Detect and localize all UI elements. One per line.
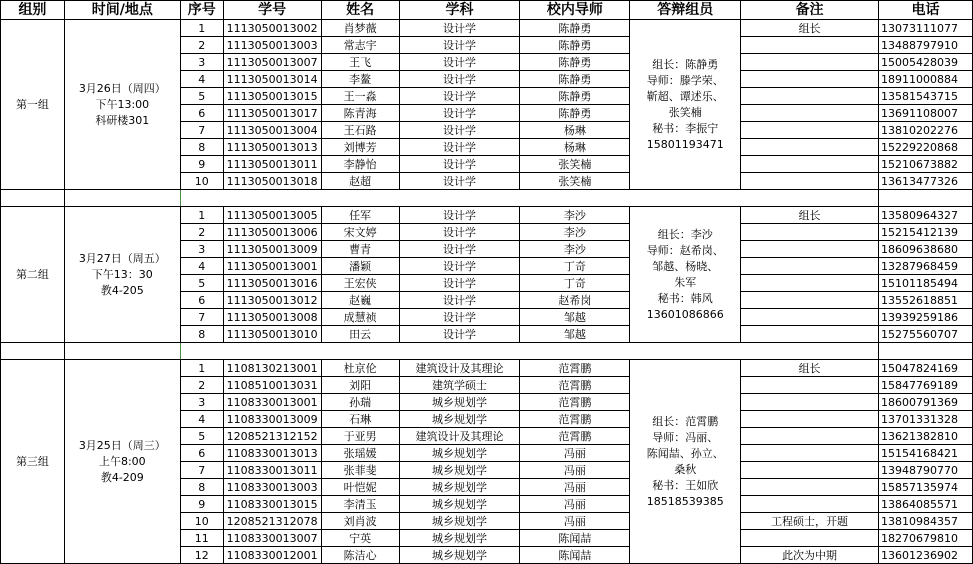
student-id-cell[interactable]: 1113050013008 <box>223 309 321 326</box>
advisor-cell[interactable]: 冯丽 <box>520 445 630 462</box>
subject-cell[interactable]: 设计学 <box>399 88 520 105</box>
seq-cell[interactable]: 7 <box>180 309 223 326</box>
phone-cell[interactable]: 13948790770 <box>878 462 972 479</box>
note-cell[interactable] <box>741 445 879 462</box>
note-cell[interactable]: 组长 <box>741 20 879 37</box>
advisor-cell[interactable]: 杨琳 <box>520 122 630 139</box>
subject-cell[interactable]: 设计学 <box>399 173 520 190</box>
student-id-cell[interactable]: 1108330013007 <box>223 530 321 547</box>
advisor-cell[interactable]: 丁奇 <box>520 275 630 292</box>
advisor-cell[interactable]: 冯丽 <box>520 496 630 513</box>
student-name-cell[interactable]: 叶恺妮 <box>321 479 399 496</box>
student-name-cell[interactable]: 陈洁心 <box>321 547 399 564</box>
subject-cell[interactable]: 设计学 <box>399 71 520 88</box>
header-student-id[interactable]: 学号 <box>223 1 321 20</box>
seq-cell[interactable]: 5 <box>180 428 223 445</box>
group-name-cell[interactable]: 第三组 <box>1 360 65 564</box>
subject-cell[interactable]: 设计学 <box>399 54 520 71</box>
phone-cell[interactable]: 13073111077 <box>878 20 972 37</box>
phone-cell[interactable]: 18911000884 <box>878 71 972 88</box>
phone-cell[interactable]: 15275560707 <box>878 326 972 343</box>
note-cell[interactable]: 组长 <box>741 207 879 224</box>
spacer-cell[interactable] <box>1 190 65 207</box>
note-cell[interactable]: 工程硕士，开题 <box>741 513 879 530</box>
committee-line: 朱军 <box>674 275 697 289</box>
time-location-line: 科研楼301 <box>95 113 150 127</box>
student-id-cell[interactable]: 1113050013018 <box>223 173 321 190</box>
note-cell[interactable] <box>741 54 879 71</box>
advisor-cell[interactable]: 杨琳 <box>520 139 630 156</box>
seq-cell[interactable]: 11 <box>180 530 223 547</box>
seq-cell[interactable]: 5 <box>180 88 223 105</box>
committee-cell[interactable] <box>630 207 741 343</box>
seq-cell[interactable]: 7 <box>180 122 223 139</box>
seq-cell[interactable]: 3 <box>180 241 223 258</box>
phone-cell[interactable]: 15215412139 <box>878 224 972 241</box>
phone-cell[interactable]: 15154168421 <box>878 445 972 462</box>
time-location-line: 上午8:00 <box>98 454 146 468</box>
note-cell[interactable] <box>741 530 879 547</box>
note-cell[interactable] <box>741 275 879 292</box>
phone-cell[interactable]: 18609638680 <box>878 241 972 258</box>
advisor-cell[interactable]: 陈静勇 <box>520 105 630 122</box>
spacer-cell[interactable] <box>741 343 879 360</box>
committee-line: 导师：冯丽、 <box>652 430 719 444</box>
student-name-cell[interactable]: 杜京伦 <box>321 360 399 377</box>
header-row <box>1 1 973 20</box>
note-cell[interactable] <box>741 496 879 513</box>
time-location-cell[interactable] <box>64 20 180 190</box>
committee-line: 陈闻喆、孙立、 <box>646 446 724 460</box>
note-cell[interactable] <box>741 292 879 309</box>
note-cell[interactable] <box>741 156 879 173</box>
seq-cell[interactable]: 8 <box>180 326 223 343</box>
student-id-cell[interactable]: 1113050013014 <box>223 71 321 88</box>
spacer-cell[interactable] <box>741 190 879 207</box>
seq-cell[interactable]: 8 <box>180 479 223 496</box>
phone-cell[interactable]: 13939259186 <box>878 309 972 326</box>
seq-cell[interactable]: 3 <box>180 54 223 71</box>
note-cell[interactable]: 此次为中期 <box>741 547 879 564</box>
note-cell[interactable] <box>741 173 879 190</box>
note-cell[interactable] <box>741 258 879 275</box>
subject-cell[interactable]: 设计学 <box>399 258 520 275</box>
student-name-cell[interactable]: 李清玉 <box>321 496 399 513</box>
group-name-cell[interactable]: 第二组 <box>1 207 65 343</box>
advisor-cell[interactable]: 张笑楠 <box>520 156 630 173</box>
committee-line: 15801193471 <box>646 137 724 151</box>
advisor-cell[interactable]: 范霄鹏 <box>520 428 630 445</box>
phone-cell[interactable]: 13701331328 <box>878 411 972 428</box>
note-cell[interactable] <box>741 309 879 326</box>
subject-cell[interactable]: 设计学 <box>399 326 520 343</box>
student-name-cell[interactable]: 王石路 <box>321 122 399 139</box>
student-name-cell[interactable]: 田云 <box>321 326 399 343</box>
student-id-cell[interactable]: 1108330013009 <box>223 411 321 428</box>
subject-cell[interactable]: 设计学 <box>399 241 520 258</box>
note-cell[interactable] <box>741 428 879 445</box>
student-name-cell[interactable]: 宋文婷 <box>321 224 399 241</box>
student-id-cell[interactable]: 1113050013010 <box>223 326 321 343</box>
spacer-cell[interactable] <box>321 190 399 207</box>
advisor-cell[interactable]: 冯丽 <box>520 513 630 530</box>
subject-cell[interactable]: 建筑设计及其理论 <box>399 360 520 377</box>
subject-cell[interactable]: 建筑设计及其理论 <box>399 428 520 445</box>
time-location-line: 教4-209 <box>100 470 144 484</box>
subject-cell[interactable]: 城乡规划学 <box>399 479 520 496</box>
advisor-cell[interactable]: 邹越 <box>520 309 630 326</box>
advisor-cell[interactable]: 丁奇 <box>520 258 630 275</box>
advisor-cell[interactable]: 李沙 <box>520 207 630 224</box>
student-name-cell[interactable]: 赵巍 <box>321 292 399 309</box>
table-row <box>1 20 973 37</box>
group-name-cell[interactable]: 第一组 <box>1 20 65 190</box>
phone-cell[interactable]: 13552618851 <box>878 292 972 309</box>
student-id-cell[interactable]: 1113050013003 <box>223 37 321 54</box>
student-id-cell[interactable]: 1113050013009 <box>223 241 321 258</box>
seq-cell[interactable]: 1 <box>180 20 223 37</box>
seq-cell[interactable]: 8 <box>180 139 223 156</box>
seq-cell[interactable]: 2 <box>180 224 223 241</box>
note-cell[interactable] <box>741 224 879 241</box>
phone-cell[interactable]: 13601236902 <box>878 547 972 564</box>
subject-cell[interactable]: 城乡规划学 <box>399 496 520 513</box>
time-location-line: 教4-205 <box>100 283 144 297</box>
seq-cell[interactable]: 6 <box>180 292 223 309</box>
group-spacer-row <box>1 343 973 360</box>
committee-line: 秘书：王如欣 <box>652 478 719 492</box>
spacer-cell[interactable] <box>630 343 741 360</box>
student-id-cell[interactable]: 1113050013002 <box>223 20 321 37</box>
advisor-cell[interactable]: 陈闻喆 <box>520 547 630 564</box>
seq-cell[interactable]: 1 <box>180 207 223 224</box>
spacer-cell[interactable] <box>223 190 321 207</box>
advisor-cell[interactable]: 李沙 <box>520 241 630 258</box>
subject-cell[interactable]: 设计学 <box>399 156 520 173</box>
student-name-cell[interactable]: 石琳 <box>321 411 399 428</box>
note-cell[interactable] <box>741 326 879 343</box>
student-name-cell[interactable]: 王飞 <box>321 54 399 71</box>
spacer-cell[interactable] <box>64 343 180 360</box>
advisor-cell[interactable]: 陈静勇 <box>520 54 630 71</box>
subject-cell[interactable]: 设计学 <box>399 105 520 122</box>
spacer-cell[interactable] <box>321 343 399 360</box>
subject-cell[interactable]: 城乡规划学 <box>399 513 520 530</box>
header-name[interactable]: 姓名 <box>321 1 399 20</box>
student-id-cell[interactable]: 1113050013001 <box>223 258 321 275</box>
header-group[interactable]: 组别 <box>1 1 65 20</box>
time-location-cell[interactable] <box>64 360 180 564</box>
advisor-cell[interactable]: 陈闻喆 <box>520 530 630 547</box>
subject-cell[interactable]: 设计学 <box>399 224 520 241</box>
committee-line: 靳超、谭述乐、 <box>646 89 724 103</box>
subject-cell[interactable]: 城乡规划学 <box>399 411 520 428</box>
committee-line: 张笑楠 <box>668 105 702 119</box>
advisor-cell[interactable]: 邹越 <box>520 326 630 343</box>
table-body <box>1 1 973 564</box>
advisor-cell[interactable]: 陈静勇 <box>520 20 630 37</box>
committee-line: 导师：赵希岗、 <box>646 243 724 257</box>
student-id-cell[interactable]: 1113050013017 <box>223 105 321 122</box>
student-id-cell[interactable]: 1108330013015 <box>223 496 321 513</box>
advisor-cell[interactable]: 李沙 <box>520 224 630 241</box>
student-name-cell[interactable]: 肖梦薇 <box>321 20 399 37</box>
student-id-cell[interactable]: 1108330013013 <box>223 445 321 462</box>
committee-line: 18518539385 <box>646 494 724 508</box>
subject-cell[interactable]: 设计学 <box>399 292 520 309</box>
subject-cell[interactable]: 城乡规划学 <box>399 547 520 564</box>
student-name-cell[interactable]: 宁英 <box>321 530 399 547</box>
phone-cell[interactable]: 13621382810 <box>878 428 972 445</box>
subject-cell[interactable]: 设计学 <box>399 207 520 224</box>
subject-cell[interactable]: 设计学 <box>399 122 520 139</box>
spacer-cell[interactable] <box>180 190 223 207</box>
subject-cell[interactable]: 设计学 <box>399 275 520 292</box>
student-id-cell[interactable]: 1113050013004 <box>223 122 321 139</box>
student-id-cell[interactable]: 1108330013011 <box>223 462 321 479</box>
student-name-cell[interactable]: 陈青海 <box>321 105 399 122</box>
phone-cell[interactable]: 13810984357 <box>878 513 972 530</box>
student-name-cell[interactable]: 成慧祯 <box>321 309 399 326</box>
advisor-cell[interactable]: 陈静勇 <box>520 71 630 88</box>
committee-line: 秘书：韩风 <box>657 291 713 305</box>
table-row <box>1 207 973 224</box>
header-seq[interactable]: 序号 <box>180 1 223 20</box>
subject-cell[interactable]: 设计学 <box>399 309 520 326</box>
phone-cell[interactable]: 15210673882 <box>878 156 972 173</box>
spacer-cell[interactable] <box>520 190 630 207</box>
subject-cell[interactable]: 城乡规划学 <box>399 445 520 462</box>
advisor-cell[interactable]: 范霄鹏 <box>520 394 630 411</box>
spacer-cell[interactable] <box>878 190 972 207</box>
advisor-cell[interactable]: 范霄鹏 <box>520 360 630 377</box>
subject-cell[interactable]: 设计学 <box>399 37 520 54</box>
spacer-cell[interactable] <box>630 190 741 207</box>
note-cell[interactable] <box>741 411 879 428</box>
seq-cell[interactable]: 10 <box>180 513 223 530</box>
committee-cell[interactable] <box>630 20 741 190</box>
committee-cell[interactable] <box>630 360 741 564</box>
seq-cell[interactable]: 1 <box>180 360 223 377</box>
header-advisor[interactable]: 校内导师 <box>520 1 630 20</box>
student-name-cell[interactable]: 于亚男 <box>321 428 399 445</box>
student-name-cell[interactable]: 张菲斐 <box>321 462 399 479</box>
spacer-cell[interactable] <box>399 343 520 360</box>
phone-cell[interactable]: 13580964327 <box>878 207 972 224</box>
student-name-cell[interactable]: 曹青 <box>321 241 399 258</box>
student-name-cell[interactable]: 王一淼 <box>321 88 399 105</box>
phone-cell[interactable]: 13581543715 <box>878 88 972 105</box>
note-cell[interactable] <box>741 241 879 258</box>
spacer-cell[interactable] <box>520 343 630 360</box>
committee-line: 组长：范霄鹏 <box>652 414 719 428</box>
seq-cell[interactable]: 4 <box>180 411 223 428</box>
student-id-cell[interactable]: 1208521312078 <box>223 513 321 530</box>
spacer-cell[interactable] <box>64 190 180 207</box>
subject-cell[interactable]: 城乡规划学 <box>399 394 520 411</box>
time-location-line: 3月25日（周三） <box>78 438 166 452</box>
phone-cell[interactable]: 13488797910 <box>878 37 972 54</box>
committee-line: 导师：滕学荣、 <box>646 73 724 87</box>
committee-line: 组长：陈静勇 <box>652 57 719 71</box>
time-location-line: 下午13：30 <box>91 267 153 281</box>
seq-cell[interactable]: 10 <box>180 173 223 190</box>
student-name-cell[interactable]: 任军 <box>321 207 399 224</box>
seq-cell[interactable]: 7 <box>180 462 223 479</box>
advisor-cell[interactable]: 范霄鹏 <box>520 377 630 394</box>
student-id-cell[interactable]: 1208521312152 <box>223 428 321 445</box>
phone-cell[interactable]: 15229220868 <box>878 139 972 156</box>
subject-cell[interactable]: 设计学 <box>399 20 520 37</box>
student-id-cell[interactable]: 1108130213001 <box>223 360 321 377</box>
seq-cell[interactable]: 12 <box>180 547 223 564</box>
student-name-cell[interactable]: 常志宇 <box>321 37 399 54</box>
committee-line: 组长：李沙 <box>657 227 713 241</box>
seq-cell[interactable]: 9 <box>180 496 223 513</box>
student-id-cell[interactable]: 1113050013012 <box>223 292 321 309</box>
note-cell[interactable] <box>741 394 879 411</box>
committee-line: 桑秋 <box>674 462 697 476</box>
student-name-cell[interactable]: 李鳌 <box>321 71 399 88</box>
seq-cell[interactable]: 4 <box>180 71 223 88</box>
seq-cell[interactable]: 6 <box>180 445 223 462</box>
seq-cell[interactable]: 2 <box>180 37 223 54</box>
spacer-cell[interactable] <box>1 343 65 360</box>
time-location-line: 3月27日（周五） <box>78 251 166 265</box>
student-id-cell[interactable]: 1113050013011 <box>223 156 321 173</box>
student-id-cell[interactable]: 1113050013015 <box>223 88 321 105</box>
advisor-cell[interactable]: 范霄鹏 <box>520 411 630 428</box>
table-row <box>1 360 973 377</box>
student-id-cell[interactable]: 1108330013003 <box>223 479 321 496</box>
phone-cell[interactable]: 15847769189 <box>878 377 972 394</box>
advisor-cell[interactable]: 冯丽 <box>520 462 630 479</box>
student-name-cell[interactable]: 李静怡 <box>321 156 399 173</box>
student-id-cell[interactable]: 1113050013007 <box>223 54 321 71</box>
group-spacer-row <box>1 190 973 207</box>
note-cell[interactable] <box>741 479 879 496</box>
note-cell[interactable] <box>741 462 879 479</box>
header-subject[interactable]: 学科 <box>399 1 520 20</box>
advisor-cell[interactable]: 冯丽 <box>520 479 630 496</box>
seq-cell[interactable]: 9 <box>180 156 223 173</box>
subject-cell[interactable]: 设计学 <box>399 139 520 156</box>
note-cell[interactable] <box>741 139 879 156</box>
student-name-cell[interactable]: 刘肖波 <box>321 513 399 530</box>
student-name-cell[interactable]: 赵超 <box>321 173 399 190</box>
phone-cell[interactable]: 13864085571 <box>878 496 972 513</box>
phone-cell[interactable]: 15101185494 <box>878 275 972 292</box>
student-name-cell[interactable]: 刘阳 <box>321 377 399 394</box>
seq-cell[interactable]: 3 <box>180 394 223 411</box>
spacer-cell[interactable] <box>878 343 972 360</box>
time-location-line: 下午13:00 <box>95 97 150 111</box>
note-cell[interactable] <box>741 71 879 88</box>
seq-cell[interactable]: 2 <box>180 377 223 394</box>
phone-cell[interactable]: 18600791369 <box>878 394 972 411</box>
phone-cell[interactable]: 15047824169 <box>878 360 972 377</box>
phone-cell[interactable]: 13613477326 <box>878 173 972 190</box>
header-phone[interactable]: 电话 <box>878 1 972 20</box>
note-cell[interactable] <box>741 37 879 54</box>
time-location-line: 3月26日（周四） <box>78 81 166 95</box>
student-name-cell[interactable]: 王宏侠 <box>321 275 399 292</box>
committee-line: 秘书：李振宁 <box>652 121 719 135</box>
subject-cell[interactable]: 城乡规划学 <box>399 530 520 547</box>
spacer-cell[interactable] <box>399 190 520 207</box>
note-cell[interactable] <box>741 88 879 105</box>
spacer-cell[interactable] <box>223 343 321 360</box>
student-id-cell[interactable]: 1108330012001 <box>223 547 321 564</box>
subject-cell[interactable]: 城乡规划学 <box>399 462 520 479</box>
phone-cell[interactable]: 15857135974 <box>878 479 972 496</box>
student-name-cell[interactable]: 潘颖 <box>321 258 399 275</box>
student-name-cell[interactable]: 孙瑞 <box>321 394 399 411</box>
seq-cell[interactable]: 5 <box>180 275 223 292</box>
note-cell[interactable]: 组长 <box>741 360 879 377</box>
phone-cell[interactable]: 13287968459 <box>878 258 972 275</box>
student-id-cell[interactable]: 1108330013001 <box>223 394 321 411</box>
header-note[interactable]: 备注 <box>741 1 879 20</box>
phone-cell[interactable]: 18270679810 <box>878 530 972 547</box>
seq-cell[interactable]: 4 <box>180 258 223 275</box>
student-name-cell[interactable]: 刘博芳 <box>321 139 399 156</box>
subject-cell[interactable]: 建筑学硕士 <box>399 377 520 394</box>
committee-line: 13601086866 <box>646 307 724 321</box>
note-cell[interactable] <box>741 122 879 139</box>
committee-line: 邹越、杨晓、 <box>652 259 719 273</box>
student-name-cell[interactable]: 张瑶媛 <box>321 445 399 462</box>
spacer-cell[interactable] <box>180 343 223 360</box>
advisor-cell[interactable]: 张笑楠 <box>520 173 630 190</box>
phone-cell[interactable]: 13810202276 <box>878 122 972 139</box>
student-id-cell[interactable]: 1113050013013 <box>223 139 321 156</box>
note-cell[interactable] <box>741 105 879 122</box>
advisor-cell[interactable]: 赵希岗 <box>520 292 630 309</box>
phone-cell[interactable]: 15005428039 <box>878 54 972 71</box>
header-committee[interactable]: 答辩组员 <box>630 1 741 20</box>
seq-cell[interactable]: 6 <box>180 105 223 122</box>
student-id-cell[interactable]: 1113050013016 <box>223 275 321 292</box>
phone-cell[interactable]: 13691108007 <box>878 105 972 122</box>
student-id-cell[interactable]: 1108510013031 <box>223 377 321 394</box>
header-time-location[interactable]: 时间/地点 <box>64 1 180 20</box>
time-location-cell[interactable] <box>64 207 180 343</box>
advisor-cell[interactable]: 陈静勇 <box>520 37 630 54</box>
student-id-cell[interactable]: 1113050013006 <box>223 224 321 241</box>
advisor-cell[interactable]: 陈静勇 <box>520 88 630 105</box>
note-cell[interactable] <box>741 377 879 394</box>
student-id-cell[interactable]: 1113050013005 <box>223 207 321 224</box>
